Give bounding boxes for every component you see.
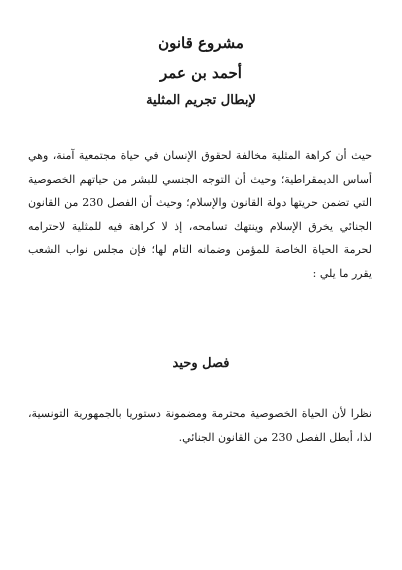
document-subject: لإبطال تجريم المثلية <box>146 93 256 108</box>
document-title: مشروع قانون <box>158 34 244 52</box>
document-author: أحمد بن عمر <box>160 64 242 82</box>
article-paragraph: نظرا لأن الحياة الخصوصية محترمة ومضمونة دستوريا بالجمهورية التونسية، لذا، أبطل الفصل 230 من القانون الجنائي. <box>28 407 372 444</box>
preamble-paragraph: حيث أن كراهة المثلية مخالفة لحقوق الإنسان في حياة مجتمعية آمنة، وهي أساس الديمقراطية؛ وحيث أن التوجه الجنسي للبشر من حياتهم الخصوصية التي تضمن حريتها دولة القانون والإسلام؛ وحيث أن الفصل 230 من القانون الجنائي يخرق الإسلام وينتهك تسامحه، إذ لا كراهة فيه للمثلية لاحترامه لحرمة الحياة الخاصة للمؤمن وضمانه التام لها؛ فإن مجلس نواب الشعب يقرر ما يلي : <box>28 149 373 280</box>
section-heading: فصل وحيد <box>172 356 230 371</box>
